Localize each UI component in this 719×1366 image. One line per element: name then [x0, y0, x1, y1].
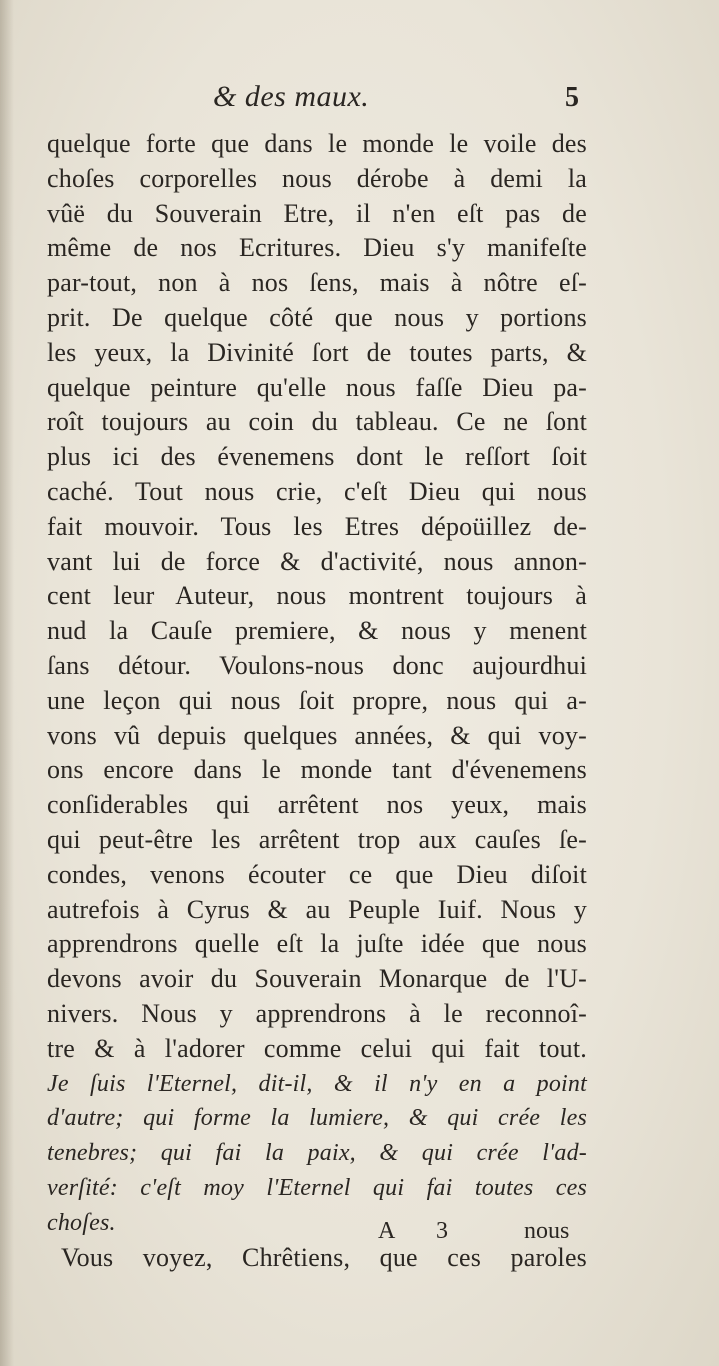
- page-header: [0, 80, 719, 120]
- text-line: vons vû depuis quelques années, & qui voy-: [47, 720, 587, 750]
- text-line: une leçon qui nous ſoit propre, nous qui a-: [47, 685, 587, 715]
- text-line: autrefois à Cyrus & au Peuple Iuif. Nous y: [47, 894, 587, 924]
- text-line: quelque forte que dans le monde le voile des: [47, 129, 587, 158]
- body-text: [47, 127, 587, 1275]
- text-line: vûë du Souverain Etre, il n'en eſt pas de: [47, 198, 587, 228]
- text-line: choſes corporelles nous dérobe à demi la: [47, 163, 587, 193]
- text-line: nud la Cauſe premiere, & nous y menent: [47, 616, 587, 646]
- page-footer: [0, 1218, 719, 1248]
- text-line: roît toujours au coin du tableau. Ce ne ſont: [47, 407, 587, 437]
- text-line: par-tout, non à nos ſens, mais à nôtre eſ-: [47, 268, 587, 298]
- page-number: 5: [565, 82, 579, 113]
- text-line: plus ici des évenemens dont le reſſort ſoit: [47, 442, 587, 472]
- signature-mark: A 3: [378, 1218, 467, 1244]
- text-line: vant lui de force & d'activité, nous annon-: [47, 546, 587, 576]
- text-line: quelque peinture qu'elle nous faſſe Dieu pa-: [47, 372, 587, 402]
- text-line: condes, venons écouter ce que Dieu diſoit: [47, 859, 587, 889]
- catchword: nous: [524, 1218, 570, 1244]
- text-line: conſiderables qui arrêtent nos yeux, mais: [47, 790, 587, 820]
- text-line: tre & à l'adorer comme celui qui fait tout.: [47, 1033, 587, 1063]
- quotation-line: choſes.: [47, 1209, 116, 1236]
- text-line: nivers. Nous y apprendrons à le reconnoî-: [47, 998, 587, 1028]
- text-line: apprendrons quelle eſt la juſte idée que nous: [47, 929, 587, 959]
- running-head: & des maux.: [213, 80, 370, 113]
- quotation-line: Je ſuis l'Eternel, dit-il, & il n'y en a point: [47, 1070, 587, 1097]
- text-line: ſans détour. Voulons-nous donc aujourdhui: [47, 650, 587, 680]
- quotation-line: tenebres; qui fai la paix, & qui crée l'ad-: [47, 1140, 587, 1167]
- quotation-line: d'autre; qui forme la lumiere, & qui crée les: [47, 1105, 587, 1132]
- closing-line: Vous voyez, Chrêtiens, que ces paroles: [61, 1242, 587, 1272]
- text-line: même de nos Ecritures. Dieu s'y manifeſte: [47, 233, 587, 263]
- text-line: qui peut-être les arrêtent trop aux cauſes ſe-: [47, 824, 587, 854]
- text-line: fait mouvoir. Tous les Etres dépoüillez de-: [47, 511, 587, 541]
- quotation-line: verſité: c'eſt moy l'Eternel qui fai toutes ces: [47, 1174, 587, 1201]
- text-line: les yeux, la Divinité ſort de toutes parts, &: [47, 337, 587, 367]
- text-line: prit. De quelque côté que nous y portions: [47, 302, 587, 332]
- text-line: ons encore dans le monde tant d'évenemens: [47, 755, 587, 785]
- text-line: caché. Tout nous crie, c'eſt Dieu qui nous: [47, 476, 587, 506]
- text-line: devons avoir du Souverain Monarque de l'U-: [47, 964, 587, 994]
- binding-shadow: [0, 0, 14, 1366]
- text-line: cent leur Auteur, nous montrent toujours à: [47, 581, 587, 611]
